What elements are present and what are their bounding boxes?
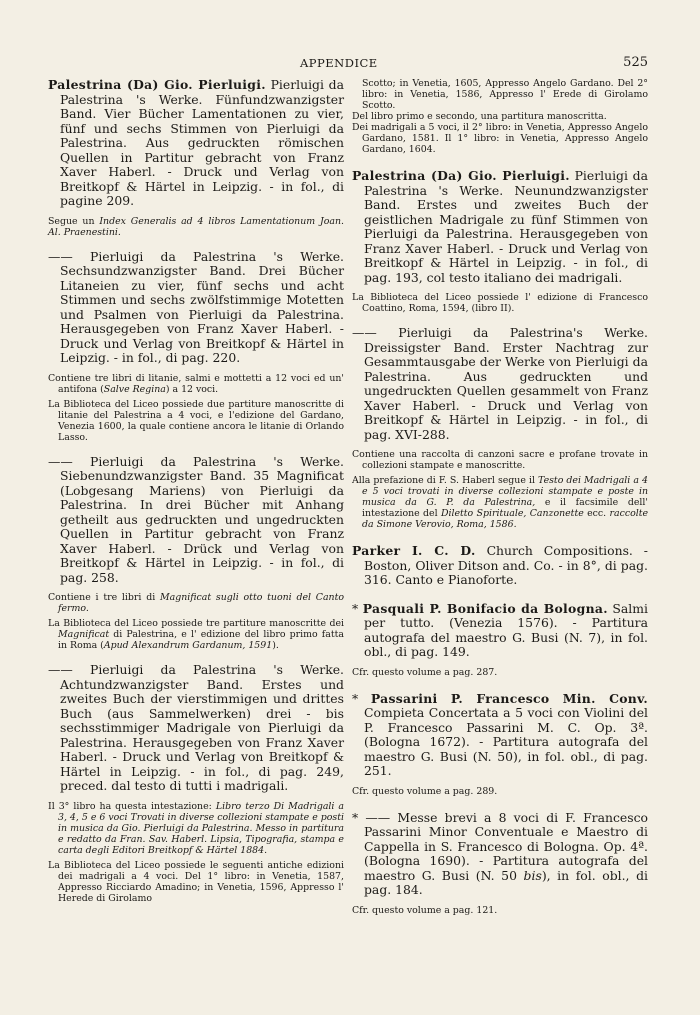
- note-italic: Libro terzo Di Madrigali a 3, 4, 5 e 6 voci Trovati in diverse collezioni stampate e posti in musica da Gio. Pierluigi da Palestrina. Messo in partitura e redatto da Fran. Sav. Haberl. Lipsia, Tipografia, stampa e carta degli Editori Breitkopf & Härtel 1884.: [58, 800, 345, 856]
- asterisk-mark: *: [352, 809, 359, 825]
- note-text: ecc.: [587, 508, 607, 519]
- entry-note: Dei madrigali a 5 voci, il 2° libro: in Venetia, Appresso Angelo Gardano, 1581. Il 1° libro: in Venetia, Appresso Angelo Gardano, 1604.: [352, 122, 648, 155]
- entry-text: [352, 544, 648, 588]
- entry-text: [352, 811, 648, 898]
- note-text: La Biblioteca del Liceo possiede tre partiture manoscritte dei: [48, 618, 344, 629]
- entry-heading: Palestrina (Da) Gio. Pierluigi.: [48, 77, 266, 92]
- page-header: [0, 56, 700, 72]
- entry-body: Church Compositions. - Boston, Oliver Ditson and. Co. - in 8°, di pag. 316. Canto e Pianoforte.: [364, 543, 648, 587]
- entry-note: [352, 475, 648, 530]
- note-italic: Testo dei Madrigali a 4 e 5 voci trovati in diverse collezioni stampate e poste in musica da G. P. da Palestrina,: [362, 475, 648, 508]
- entry-heading: Passarini P. Francesco Min. Conv.: [370, 690, 648, 706]
- catalog-entry: [352, 169, 648, 314]
- note-italic: Diletto Spirituale, Canzonette: [440, 508, 584, 519]
- note-text: ) a 12 voci.: [165, 383, 219, 395]
- catalog-entry: [48, 663, 344, 904]
- entry-note: La Biblioteca del Liceo possiede le seguenti antiche edizioni dei madrigali a 4 voci. Del 1° libro: in Venetia, 1587, Appresso Ricciardo Amadino; in Venetia, 1596, Appresso l' Herede di Girolamo: [48, 859, 344, 904]
- note-italic: Index Generalis ad 4 libros Lamentationum Joan. Al. Praenestini.: [48, 215, 344, 238]
- entry-note: Cfr. questo volume a pag. 121.: [352, 904, 498, 916]
- entry-text: [352, 692, 648, 779]
- entry-body: Pierluigi da Palestrina 's Werke. Achtundzwanzigster Band. Erstes und zweites Buch der vierstimmigen und drittes Buch (aus Sammelwerken) drei - bis sechsstimmiger Madrigale von Pierluigi da Palestrina. Herausgegeben von Franz Xaver Haberl. - Druck und Verlag von Breitkopf & Härtel in Leipzig. - in fol., di pag. 249, preced. dal testo di tutti i madrigali.: [60, 662, 344, 793]
- asterisk-mark: *: [352, 690, 359, 706]
- entry-text: [352, 326, 648, 442]
- entry-note: [48, 216, 344, 238]
- entry-note: [48, 373, 344, 395]
- entry-italic: bis: [523, 867, 542, 883]
- entry-text: [48, 250, 344, 366]
- note-italic: Magnificat sugli otto tuoni del Canto fermo.: [58, 592, 344, 614]
- dash-mark: ——: [352, 325, 377, 340]
- note-text: e il facsimile dell' intestazione del: [362, 497, 648, 519]
- entry-heading: Pasquali P. Bonifacio da Bologna.: [362, 600, 608, 616]
- entry-note: La Biblioteca del Liceo possiede due partiture manoscritte di litanie del Palestrina a 4 voci, e l'edizione del Gardano, Venezia 1600, la quale contiene ancora le litanie di Orlando Lasso.: [48, 398, 344, 443]
- entry-body-tail: ), in fol. obl., di pag. 184.: [364, 867, 648, 897]
- entry-body: Compieta Concertata a 5 voci con Violini del P. Francesco Passarini M. C. Op. 3ª. (Bologna 1672). - Partitura autografa del maestro G. Busi (N. 50), in fol. obl., di pag. 251.: [364, 705, 648, 778]
- entry-heading: Palestrina (Da) Gio. Pierluigi.: [352, 168, 570, 183]
- running-title: APPENDICE: [300, 56, 378, 70]
- catalog-entry: [352, 544, 648, 588]
- note-text: Il 3° libro ha questa intestazione:: [48, 800, 212, 812]
- entry-body: Pierluigi da Palestrina 's Werke. Neunundzwanzigster Band. Erstes und zweites Buch der geistlichen Madrigale zu fünf Stimmen von Pierluigi da Palestrina. Herausgegeben von Franz Xaver Haberl. - Druck und Verlag von Breitkopf & Härtel in Leipzig. - in fol., di pag. 193, col testo italiano dei madrigali.: [364, 168, 648, 285]
- asterisk-mark: *: [352, 600, 359, 616]
- entry-text: [48, 663, 344, 794]
- entry-text: [352, 602, 648, 660]
- note-text: Segue un: [48, 215, 95, 227]
- entry-note: Cfr. questo volume a pag. 287.: [352, 666, 498, 678]
- note-italic: raccolte da Simone Verovio, Roma, 1586.: [362, 508, 649, 530]
- dash-mark: ——: [48, 662, 73, 677]
- entry-body: Pierluigi da Palestrina 's Werke. Siebenundzwanzigster Band. 35 Magnificat (Lobgesang Mariens) von Pierluigi da Palestrina. In drei Bücher mit Anhang getheilt aus gedruckten und ungedruckten Quellen in Partitur gebracht von Franz Xaver Haberl. - Drück und Verlag von Breitkopf & Härtel in Leipzig. - in fol., di pag. 258.: [60, 453, 344, 585]
- note-italic: Magnificat: [58, 629, 110, 640]
- entry-heading: Parker I. C. D.: [352, 543, 476, 558]
- entry-body: Pierluigi da Palestrina's Werke. Dreissigster Band. Erster Nachtrag zur Gesammtausgabe der Werke von Pierluigi da Palestrina. Aus gedruckten und ungedruckten Quellen gesammelt von Franz Xaver Haberl. - Druck und Verlag von Breitkopf & Härtel in Leipzig. - in fol., di pag. XVI-288.: [364, 325, 648, 442]
- dash-mark: ——: [365, 809, 391, 825]
- entry-text: [48, 455, 344, 586]
- catalog-entry: [352, 692, 648, 797]
- entry-note: Del libro primo e secondo, una partitura manoscritta.: [352, 111, 607, 122]
- left-column: [48, 78, 344, 904]
- entry-body: Pierluigi da Palestrina 's Werke. Sechsundzwanzigster Band. Drei Bücher Litaneien zu vier, fünf sechs und acht Stimmen und sechs zwölfstimmige Motetten und Psalmen von Pierluigi da Palestrina. Herausgegeben von Franz Xaver Haberl. - Druck und Verlag von Breitkopf & Härtel in Leipzig. - in fol., di pag. 220.: [60, 248, 344, 365]
- note-italic: Salve Regina: [103, 383, 166, 395]
- note-text: di Palestrina, e l' edizione del libro primo fatta in Roma (: [58, 629, 344, 651]
- entry-note: Scotto; in Venetia, 1605, Appresso Angelo Gardano. Del 2° libro: in Venetia, 1586, Appresso l' Erede di Girolamo Scotto.: [362, 78, 648, 111]
- catalog-entry: [352, 811, 648, 916]
- catalog-entry: [48, 455, 344, 652]
- entry-body: Pierluigi da Palestrina 's Werke. Fünfundzwanzigster Band. Vier Bücher Lamentationen zu vier, fünf und sechs Stimmen von Pierluigi da Palestrina. Aus gedruckten römischen Quellen in Partitur gebracht von Franz Xaver Haberl. - Druck und Verlag von Breitkopf & Härtel in Leipzig. - in fol., di pagine 209.: [60, 77, 344, 208]
- entry-note: [48, 592, 344, 614]
- entry-note: [48, 801, 344, 856]
- entry-note: La Biblioteca del Liceo possiede l' edizione di Francesco Coattino, Roma, 1594, (libro II).: [352, 292, 648, 314]
- entry-note: Contiene una raccolta di canzoni sacre e profane trovate in collezioni stampate e manoscritte.: [352, 449, 648, 471]
- page-number: 525: [623, 55, 648, 70]
- dash-mark: ——: [48, 453, 73, 469]
- catalog-entry: [48, 250, 344, 443]
- continued-notes: [352, 78, 648, 155]
- catalog-entry: [352, 602, 648, 678]
- entry-note: Cfr. questo volume a pag. 289.: [352, 785, 498, 797]
- note-text: ).: [272, 640, 279, 651]
- entry-body: Salmi per tutto. (Venezia 1576). - Partitura autografa del maestro G. Busi (N. 7), in fol. obl., di pag. 149.: [364, 600, 648, 659]
- catalog-entry: [352, 326, 648, 530]
- right-column: [352, 78, 648, 916]
- entry-text: [48, 78, 344, 209]
- entry-text: [352, 169, 648, 285]
- catalog-entry: [48, 78, 344, 238]
- entry-body: Messe brevi a 8 voci di F. Francesco Passarini Minor Conventuale e Maestro di Cappella in S. Francesco di Bologna. Op. 4ª. (Bologna 1690). - Partitura autografa del maestro G. Busi (N. 50: [364, 809, 648, 883]
- entry-note: [48, 618, 344, 651]
- note-text: Contiene i tre libri di: [48, 592, 156, 603]
- dash-mark: ——: [48, 248, 73, 264]
- note-italic: Apud Alexandrum Gardanum, 1591: [103, 640, 273, 651]
- note-text: Contiene tre libri di litanie, salmi e mottetti a 12 voci ed un' antifona (: [48, 372, 344, 395]
- note-text: Alla prefazione di F. S. Haberl segue il: [352, 475, 535, 486]
